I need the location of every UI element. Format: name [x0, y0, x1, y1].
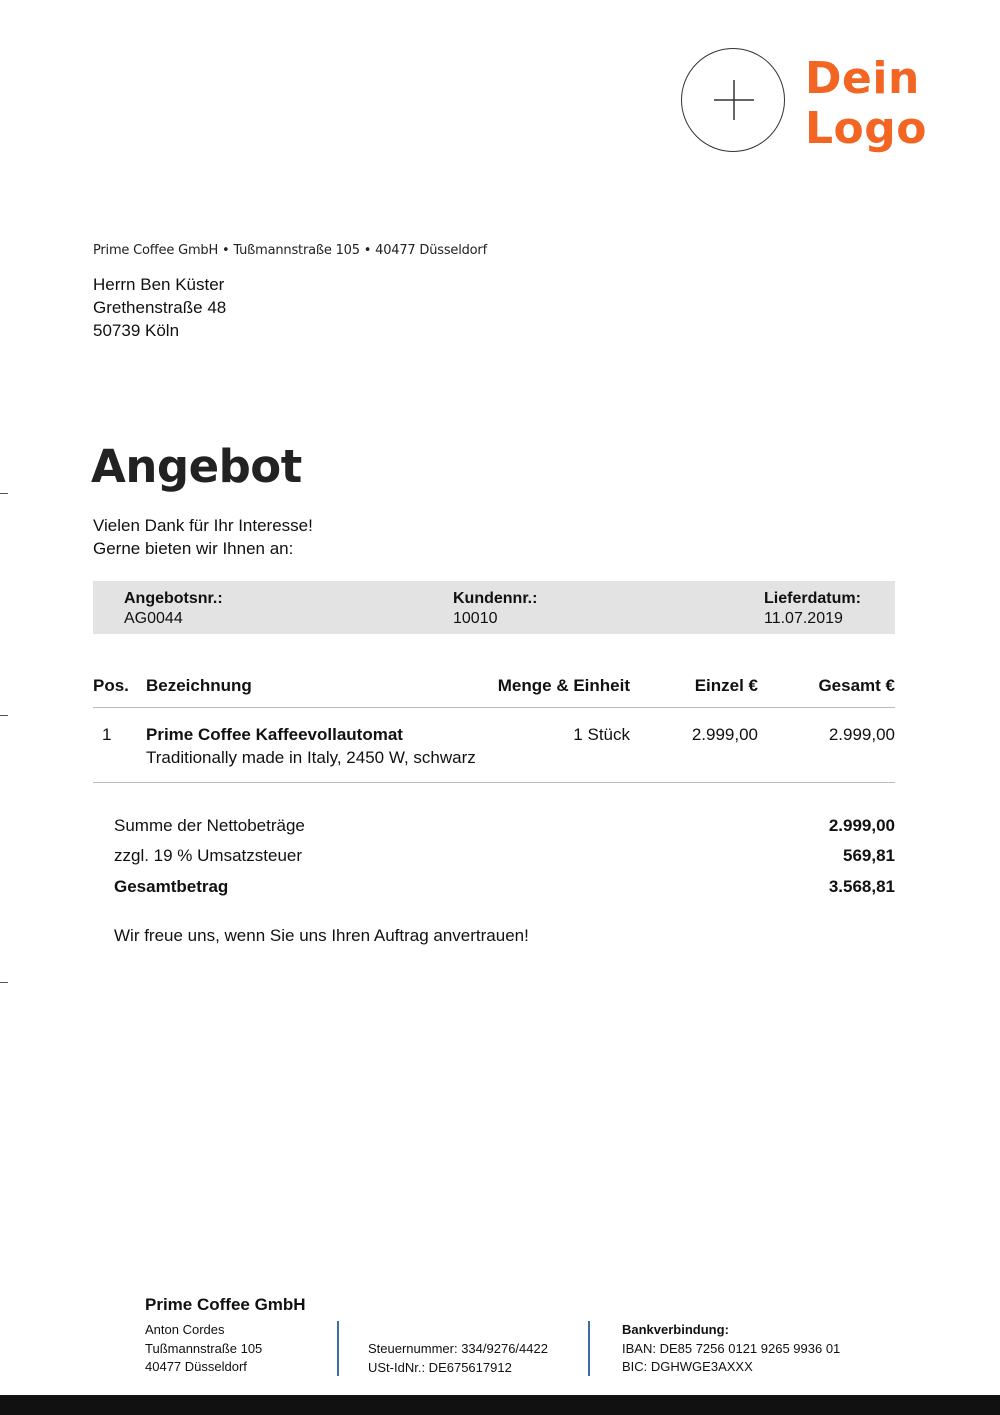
logo-line-2: Logo	[805, 103, 927, 154]
offer-info-bar	[93, 581, 895, 634]
fold-mark	[0, 493, 8, 494]
gross-total-value: 3.568,81	[828, 877, 895, 896]
footer-address	[145, 1321, 262, 1377]
row-item-name: Prime Coffee Kaffeevollautomat	[146, 725, 403, 744]
intro-line-1: Vielen Dank für Ihr Interesse!	[93, 516, 313, 535]
offer-number-value: AG0044	[124, 610, 183, 627]
document-title: Angebot	[91, 440, 302, 493]
tax-value: 569,81	[843, 846, 895, 865]
footer-bic: BIC: DGHWGE3AXXX	[622, 1359, 753, 1374]
intro-text	[93, 514, 313, 560]
tax-label: zzgl. 19 % Umsatzsteuer	[114, 846, 303, 865]
sender-return-address: Prime Coffee GmbH • Tußmannstraße 105 • 40477 Düsseldorf	[93, 243, 487, 258]
footer-contact: Anton Cordes	[145, 1322, 225, 1337]
table-bottom-divider	[93, 782, 895, 783]
punch-mark	[0, 715, 8, 716]
gross-total-label: Gesamtbetrag	[114, 877, 229, 896]
footer-divider	[588, 1321, 590, 1376]
footer-company-name: Prime Coffee GmbH	[145, 1295, 306, 1314]
logo-text	[805, 54, 927, 154]
logo-line-1: Dein	[805, 53, 920, 104]
customer-number-value: 10010	[453, 610, 498, 627]
offer-number	[124, 589, 223, 629]
footer-bank-info	[622, 1321, 840, 1377]
net-sum-label: Summe der Nettobeträge	[114, 816, 305, 835]
column-header-description: Bezeichnung	[146, 676, 252, 695]
offer-number-label: Angebotsnr.:	[124, 590, 223, 607]
closing-text: Wir freue uns, wenn Sie uns Ihren Auftrag anvertrauen!	[114, 926, 529, 945]
footer-vat-id: USt-IdNr.: DE675617912	[368, 1359, 512, 1375]
footer-divider	[337, 1321, 339, 1376]
recipient-address	[93, 273, 226, 342]
row-item-detail: Traditionally made in Italy, 2450 W, schwarz	[146, 748, 476, 767]
row-unit-price: 2.999,00	[691, 725, 758, 744]
logo-plus-circle-icon	[681, 48, 785, 152]
intro-line-2: Gerne bieten wir Ihnen an:	[93, 539, 294, 558]
row-position: 1	[102, 725, 112, 744]
footer-city: 40477 Düsseldorf	[145, 1359, 247, 1374]
recipient-city: 50739 Köln	[93, 321, 180, 340]
delivery-date	[764, 589, 861, 629]
delivery-date-value: 11.07.2019	[764, 610, 843, 627]
footer-tax-info	[368, 1340, 548, 1377]
delivery-date-label: Lieferdatum:	[764, 590, 861, 607]
customer-number	[453, 589, 537, 629]
fold-mark	[0, 982, 8, 983]
table-header-divider	[93, 707, 895, 708]
footer-tax-number: Steuernummer: 334/9276/4422	[368, 1341, 548, 1356]
footer-street: Tußmannstraße 105	[145, 1340, 263, 1356]
net-sum-value: 2.999,00	[828, 816, 895, 835]
row-quantity: 1 Stück	[573, 725, 630, 744]
bottom-bar	[0, 1395, 1000, 1415]
customer-number-label: Kundennr.:	[453, 590, 538, 607]
recipient-name: Herrn Ben Küster	[93, 275, 225, 294]
footer-iban: IBAN: DE85 7256 0121 9265 9936 01	[622, 1340, 841, 1356]
row-total: 2.999,00	[828, 725, 895, 744]
column-header-total: Gesamt €	[818, 676, 895, 695]
column-header-quantity: Menge & Einheit	[497, 676, 630, 695]
column-header-unit-price: Einzel €	[694, 676, 758, 695]
column-header-pos: Pos.	[93, 676, 129, 695]
recipient-street: Grethenstraße 48	[93, 298, 227, 317]
footer-bank-label: Bankverbindung:	[622, 1322, 729, 1337]
